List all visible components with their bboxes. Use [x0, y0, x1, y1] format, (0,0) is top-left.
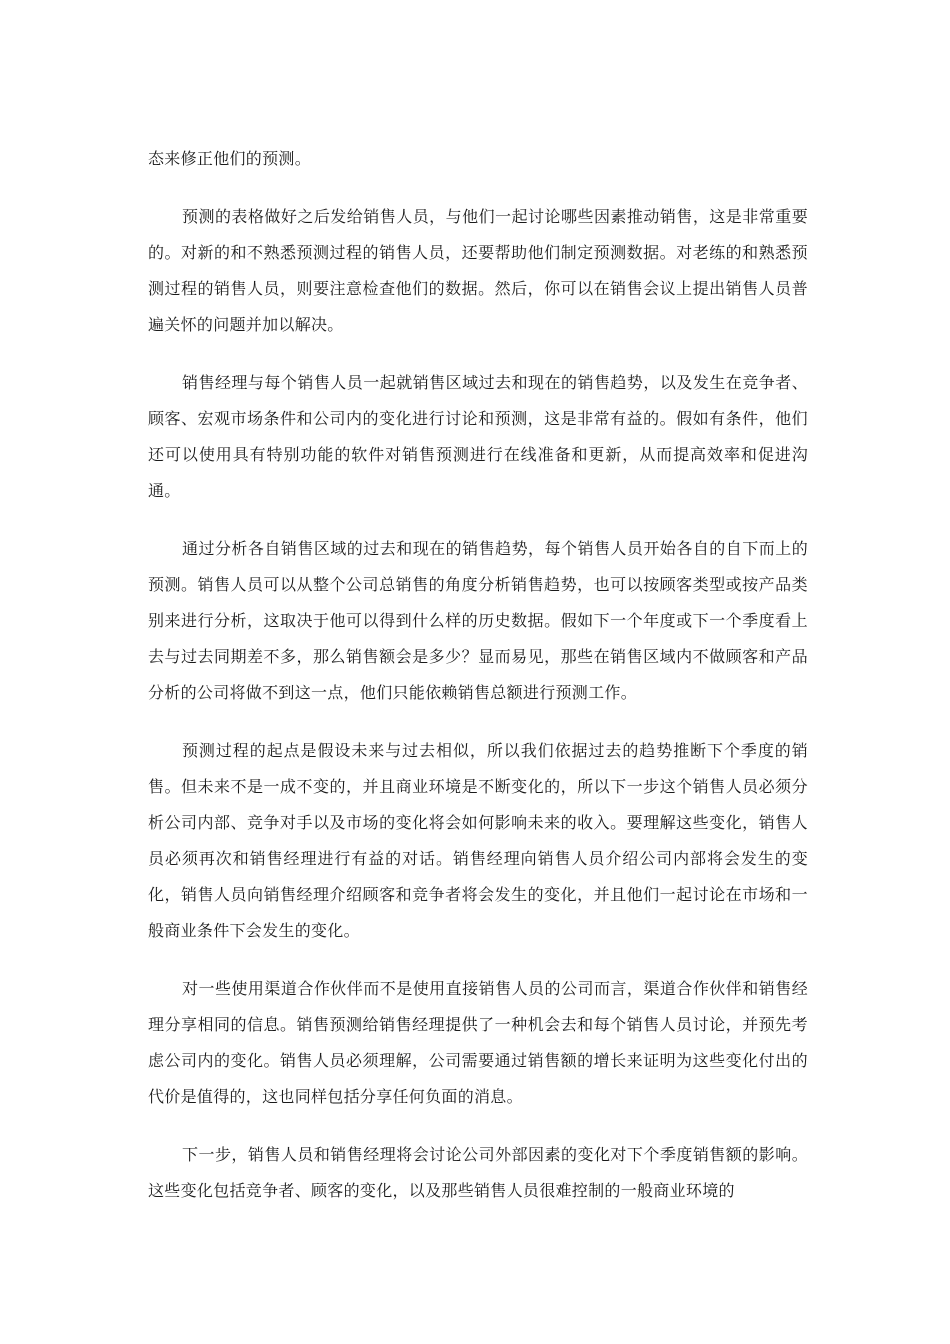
paragraph-5: 预测过程的起点是假设未来与过去相似，所以我们依据过去的趋势推断下个季度的销售。但未来不是一成不变的，并且商业环境是不断变化的，所以下一步这个销售人员必须分析公司内部、竞争对手以及市场的变化将会如何影响未来的收入。要理解这些变化，销售人员必须再次和销售经理进行有益的对话。销售经理向销售人员介绍公司内部将会发生的变化，销售人员向销售经理介绍顾客和竞争者将会发生的变化，并且他们一起讨论在市场和一般商业条件下会发生的变化。 [148, 741, 808, 940]
paragraph-gap [148, 949, 808, 971]
paragraph-2: 预测的表格做好之后发给销售人员，与他们一起讨论哪些因素推动销售，这是非常重要的。对新的和不熟悉预测过程的销售人员，还要帮助他们制定预测数据。对老练的和熟悉预测过程的销售人员，则要注意检查他们的数据。然后，你可以在销售会议上提出销售人员普遍关怀的问题并加以解决。 [148, 207, 808, 334]
paragraph-1: 态来修正他们的预测。 [148, 149, 312, 168]
paragraph-gap [148, 343, 808, 365]
paragraph-4: 通过分析各自销售区域的过去和现在的销售趋势，每个销售人员开始各自的自下而上的预测。销售人员可以从整个公司总销售的角度分析销售趋势，也可以按顾客类型或按产品类别来进行分析，这取决于他可以得到什么样的历史数据。假如下一个年度或下一个季度看上去与过去同期差不多，那么销售额会是多少？显而易见，那些在销售区域内不做顾客和产品分析的公司将做不到这一点，他们只能依赖销售总额进行预测工作。 [148, 539, 808, 702]
paragraph-gap [148, 509, 808, 531]
paragraph-3: 销售经理与每个销售人员一起就销售区域过去和现在的销售趋势，以及发生在竞争者、顾客、宏观市场条件和公司内的变化进行讨论和预测，这是非常有益的。假如有条件，他们还可以使用具有特别功能的软件对销售预测进行在线准备和更新，从而提高效率和促进沟通。 [148, 373, 808, 500]
document-body [148, 141, 808, 1209]
paragraph-gap [148, 1115, 808, 1137]
paragraph-7: 下一步，销售人员和销售经理将会讨论公司外部因素的变化对下个季度销售额的影响。这些变化包括竞争者、顾客的变化，以及那些销售人员很难控制的一般商业环境的 [148, 1145, 808, 1200]
paragraph-gap [148, 711, 808, 733]
paragraph-gap [148, 177, 808, 199]
paragraph-6: 对一些使用渠道合作伙伴而不是使用直接销售人员的公司而言，渠道合作伙伴和销售经理分享相同的信息。销售预测给销售经理提供了一种机会去和每个销售人员讨论，并预先考虑公司内的变化。销售人员必须理解，公司需要通过销售额的增长来证明为这些变化付出的代价是值得的，这也同样包括分享任何负面的消息。 [148, 979, 808, 1106]
